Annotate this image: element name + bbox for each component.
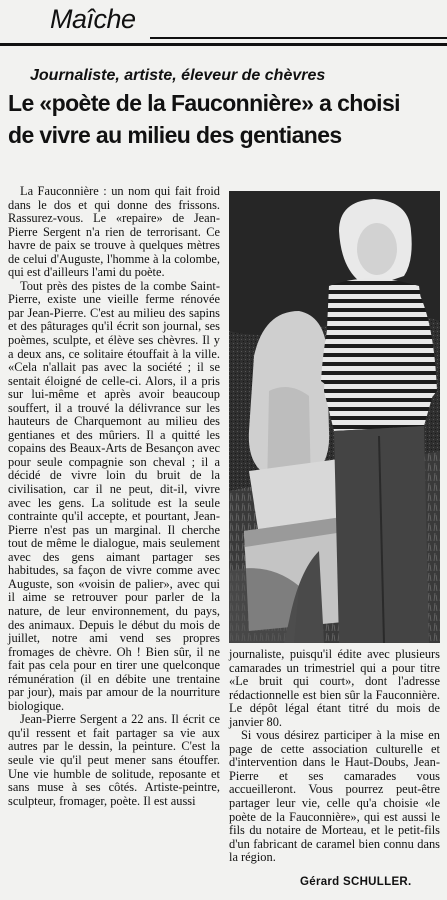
header-rule: [0, 43, 447, 46]
article-paragraph: Jean-Pierre Sergent a 22 ans. Il écrit ce qu'il ressent et fait partager sa vie aux autres par le dessin, la peinture. C'est la seule vie qu'il peut mener sans étouffer. Une vie humble de solitude, reposante et sans muse à ses côtés. Artiste-peintre, sculpteur, fromager, poète. Il est aussi: [8, 712, 220, 808]
headline-line-2: de vivre au milieu des gentianes: [8, 122, 342, 148]
byline: Gérard SCHULLER.: [300, 876, 412, 888]
article-right-column: [229, 648, 440, 865]
article-paragraph: journaliste, puisqu'il édite avec plusieurs camarades un trimestriel qui a pour titre «Le bruit qui court», dont l'adresse rédactionnelle est bien sûr la Fauconnière. Le dépôt légal étant titré du mois de janvier 80.: [229, 647, 440, 729]
article-paragraph: Si vous désirez participer à la mise en page de cette association culturelle et d'intervention dans le Haut-Doubs, Jean-Pierre et ses camarades vous accueilleront. Vous pourrez peut-être partager leur vie, celle qu'a choisie «le poète de la Fauconnière», qui est aussi le fils du notaire de Morteau, et le petit-fils d'un fabricant de caramel bien connu dans la région.: [229, 728, 440, 865]
article-headline: [8, 87, 444, 151]
article-paragraph: La Fauconnière : un nom qui fait froid dans le dos et qui donne des frissons. Rassurez-vous. Le «repaire» de Jean-Pierre Sergent n'a rien de terrorisant. Ce havre de paix se trouve à quelques mètres de celui d'Auguste, l'homme à la colombe, qui est d'ailleurs l'ami du poète.: [8, 184, 220, 280]
article-kicker: Journaliste, artiste, éleveur de chèvres: [30, 67, 326, 84]
section-title: Maîche: [50, 4, 136, 34]
section-rule: [150, 37, 447, 39]
article-photo: [229, 191, 440, 643]
photo-artist-with-sculpture: [229, 191, 440, 643]
article-paragraph: Tout près des pistes de la combe Saint-Pierre, existe une vieille ferme rénovée par Jean-Pierre. C'est au milieu des sapins et des pâturages qu'il écrit son journal, ses poèmes, sculpte, et élève ses chèvres. Il y a deux ans, ce solitaire étouffait à la ville. «Cela n'allait pas avec la société ; il se sentait éloigné de celle-ci. Alors, il a pris sur lui-même et après avoir beaucoup souffert, il a trouvé la délivrance sur les hauteurs de Charquemont au milieu des gentianes et des mûriers. Il a quitté les copains des Beaux-Arts de Besançon avec pour seule compagnie son cheval ; il a décidé de vivre loin du bruit de la civilisation, car il ne peut, dit-il, vivre avec les gens. La solitude est la seule contrainte qu'il accepte, et pourtant, Jean-Pierre n'est pas un marginal. Il cherche tout de même le dialogue, mais seulement avec des gens aimant partager ses habitudes, sa façon de vivre comme avec Auguste, son «voisin de palier», avec qui il aime se retrouver pour parler de la nature, de leur environnement, du pays, des animaux. Depuis le début du mois de juillet, notre ami vend ses propres fromages de chèvre. Oh ! Bien sûr, il ne fait pas cela pour en tirer une quelconque rémunération (il en débite une trentaine par jour), mais par amour de la nourriture biologique.: [8, 278, 220, 713]
article-left-column: [8, 185, 220, 808]
headline-line-1: Le «poète de la Fauconnière» a choisi: [8, 90, 400, 116]
